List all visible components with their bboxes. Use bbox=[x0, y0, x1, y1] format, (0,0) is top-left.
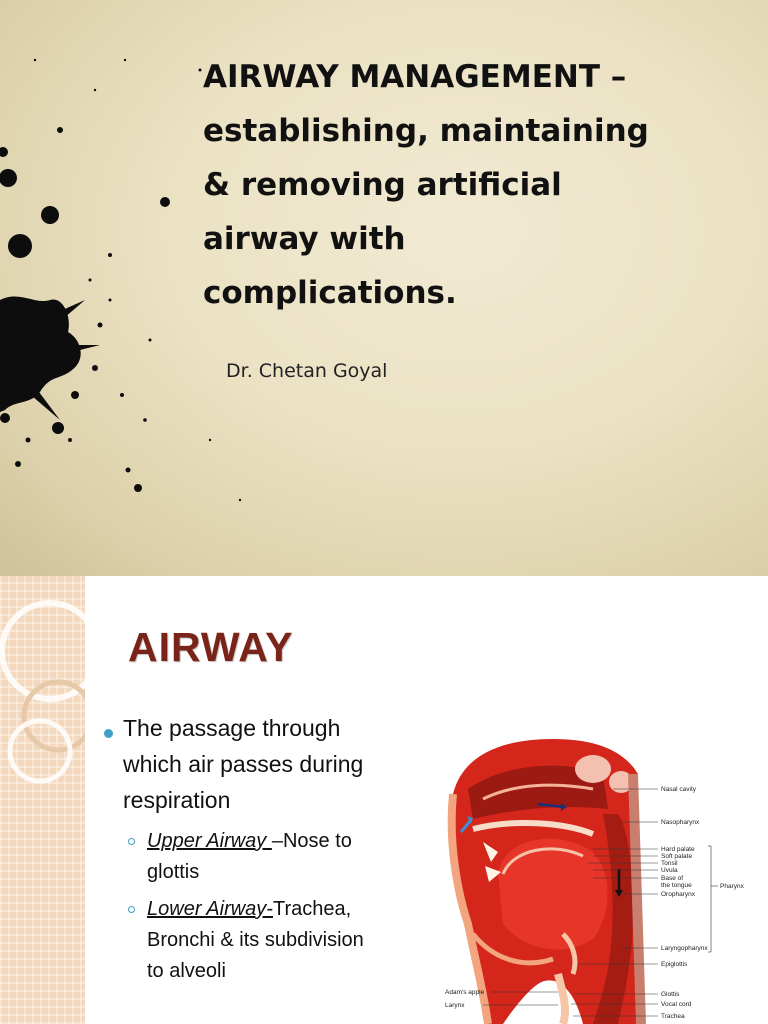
title-line: airway with bbox=[203, 221, 406, 257]
label-uvula: Uvula bbox=[661, 867, 678, 874]
label-tonsil: Tonsil bbox=[661, 860, 678, 867]
sub-bullet-ring-icon bbox=[128, 838, 135, 845]
label-nasopharynx: Nasopharynx bbox=[661, 819, 700, 826]
decorative-rings bbox=[0, 576, 85, 1024]
term-lower-airway: Lower Airway- bbox=[147, 898, 273, 920]
label-larynx: Larynx bbox=[445, 1002, 465, 1009]
definition-text: glottis bbox=[147, 861, 200, 883]
airway-anatomy-illustration bbox=[443, 734, 768, 1024]
term-upper-airway: Upper Airway bbox=[147, 830, 272, 852]
title-line: AIRWAY MANAGEMENT – bbox=[203, 59, 627, 95]
definition-text: Bronchi & its subdivision bbox=[147, 929, 364, 951]
title-line: establishing, maintaining bbox=[203, 113, 649, 149]
slide-heading: AIRWAY bbox=[128, 624, 294, 670]
sub-bullet-ring-icon bbox=[128, 906, 135, 913]
label-vocal-cord: Vocal cord bbox=[661, 1001, 692, 1008]
bullet-line: respiration bbox=[123, 787, 231, 813]
label-hard-palate: Hard palate bbox=[661, 846, 695, 853]
airway-slide bbox=[0, 576, 768, 1024]
label-glottis: Glottis bbox=[661, 991, 680, 998]
definition-text: Trachea, bbox=[272, 898, 352, 920]
label-base-of-tongue: Base of bbox=[661, 875, 684, 882]
label-epiglottis: Epiglottis bbox=[661, 961, 688, 968]
definition-text: –Nose to bbox=[271, 830, 352, 852]
airway-anatomy-figure bbox=[443, 734, 768, 1024]
label-adams-apple: Adam's apple bbox=[445, 989, 485, 996]
author-name: Dr. Chetan Goyal bbox=[226, 360, 388, 382]
label-trachea: Trachea bbox=[661, 1013, 685, 1020]
slide-title bbox=[203, 50, 743, 320]
title-line: & removing artificial bbox=[203, 167, 562, 203]
label-laryngopharynx: Laryngopharynx bbox=[661, 945, 708, 952]
bullet-line: The passage through bbox=[123, 715, 341, 741]
decorative-side-panel bbox=[0, 576, 85, 1024]
label-oropharynx: Oropharynx bbox=[661, 891, 695, 898]
bullet-icon bbox=[104, 729, 113, 738]
label-pharynx: Pharynx bbox=[720, 883, 744, 890]
sub-bullet-lower-airway bbox=[128, 894, 418, 987]
title-line: complications. bbox=[203, 275, 457, 311]
label-nasal-cavity: Nasal cavity bbox=[661, 786, 697, 793]
bullet-line: which air passes during bbox=[123, 751, 364, 777]
label-soft-palate: Soft palate bbox=[661, 853, 693, 860]
label-base-of-tongue: the tongue bbox=[661, 882, 692, 889]
bullet-text bbox=[123, 710, 423, 818]
sub-bullet-upper-airway bbox=[128, 826, 418, 888]
definition-text: to alveoli bbox=[147, 960, 226, 982]
